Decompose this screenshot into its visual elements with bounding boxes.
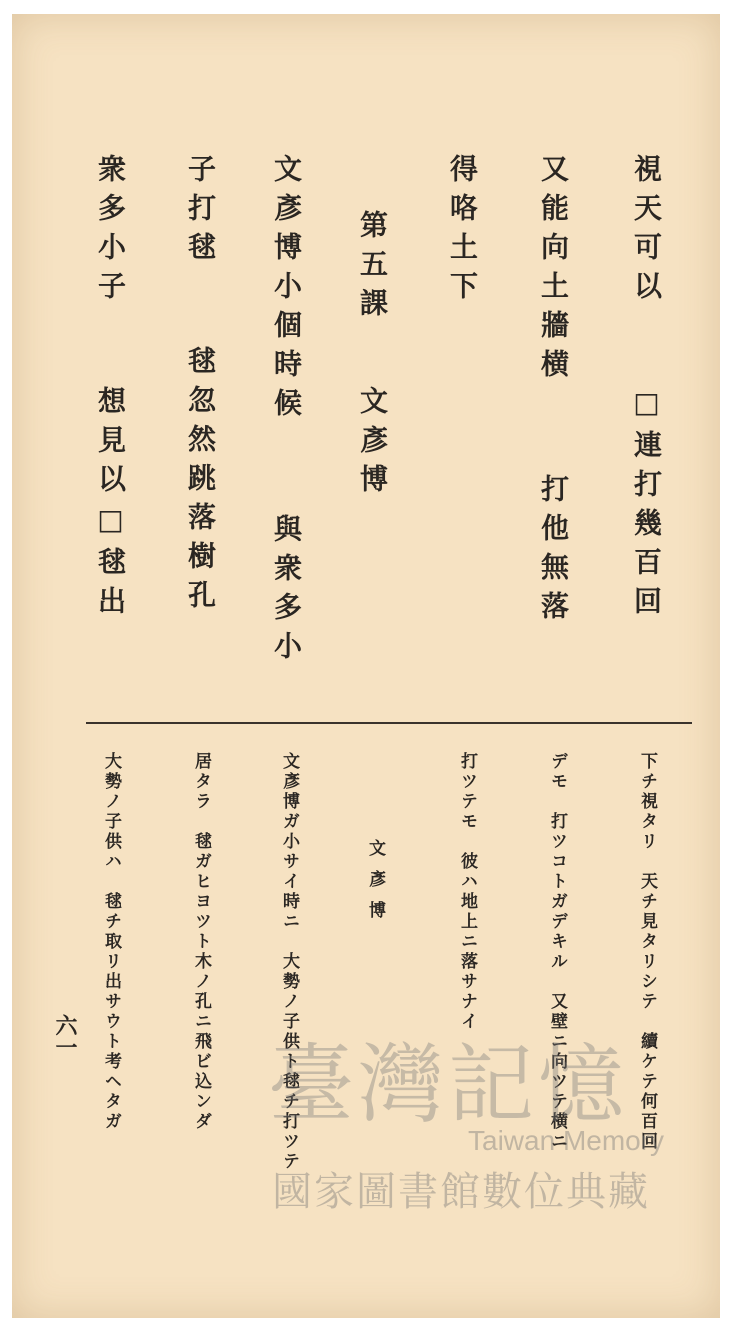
watermark-subtitle: Taiwan Memory — [468, 1125, 665, 1156]
page-number: 六一 — [52, 1014, 78, 1058]
text-column: 打他無落 — [537, 474, 570, 630]
text-column: 文彥博小個時候 — [270, 154, 303, 427]
text-column: 得咯土下 — [446, 154, 479, 310]
translation-column: 打ツテモ 彼ハ地上ニ落サナイ — [457, 752, 477, 1032]
section-divider — [86, 722, 692, 724]
translation-column: デモ 打ツコトガデキル 又壁ニ向ツテ横ニ — [547, 752, 567, 1152]
text-column: □連打幾百回 — [630, 386, 663, 625]
text-column: 視天可以 — [630, 154, 663, 310]
translation-title: 文彥博 — [365, 839, 385, 932]
lesson-title: 文彥博 — [356, 386, 389, 503]
text-column: 毬忽然跳落樹孔 — [184, 346, 217, 619]
text-column: 子打毬 — [184, 154, 217, 271]
text-column: 又能向土牆横 — [537, 154, 570, 388]
text-column: 想見以□毬出 — [94, 386, 127, 625]
text-column: 與衆多小 — [270, 514, 303, 670]
lesson-heading: 第五課 — [356, 210, 389, 327]
translation-column: 文彥博ガ小サイ時ニ 大勢ノ子供ト毬チ打ツテ — [279, 752, 299, 1172]
translation-column: 下チ視タリ 天チ見タリシテ 續ケテ何百回 — [637, 752, 657, 1152]
translation-column: 大勢ノ子供ハ 毬チ取リ出サウト考ヘタガ — [101, 752, 121, 1132]
text-column: 衆多小子 — [94, 154, 127, 310]
watermark-org: 國家圖書館數位典藏 — [272, 1169, 650, 1215]
translation-column: 居タラ 毬ガヒヨツト木ノ孔ニ飛ビ込ンダ — [191, 752, 211, 1132]
watermark-title: 臺灣記憶 — [268, 1035, 628, 1135]
